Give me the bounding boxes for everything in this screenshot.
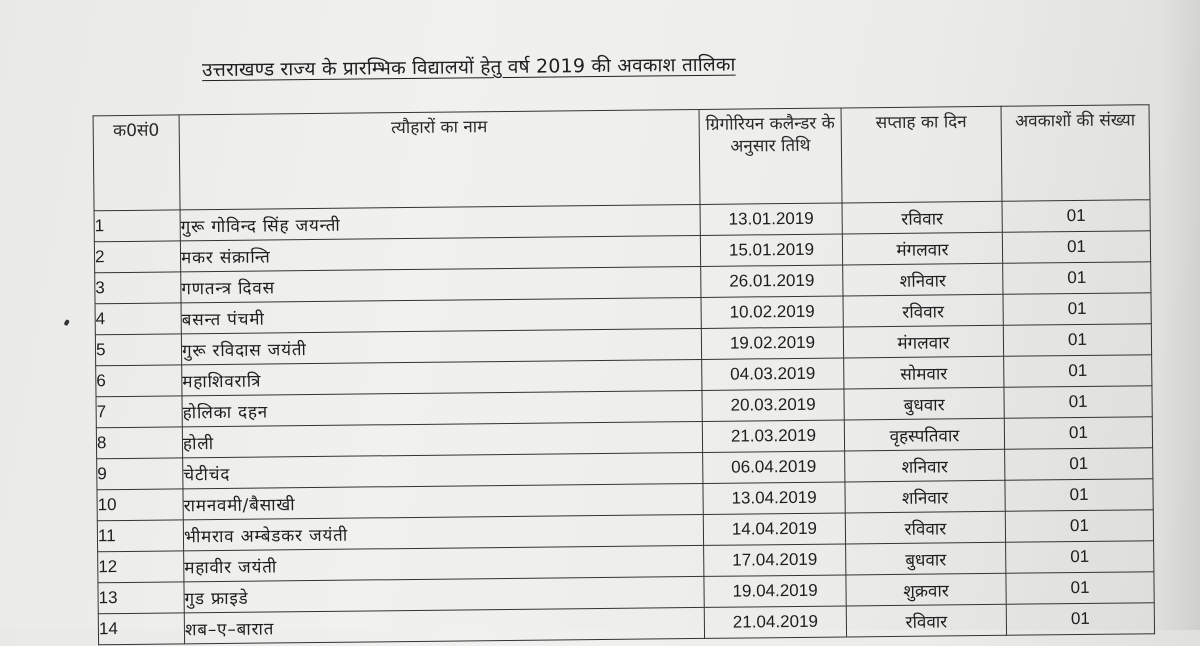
row-holiday-count: 01 [1003,262,1151,295]
row-weekday: शनिवार [845,449,1005,482]
row-serial-number: 8 [96,427,182,459]
row-date: 19.02.2019 [701,327,843,359]
row-weekday: रविवार [842,201,1002,234]
row-weekday: शनिवार [843,263,1003,296]
row-date: 13.01.2019 [700,203,842,235]
row-festival-name: मकर संक्रान्ति [180,235,700,271]
row-festival-name: महावीर जयंती [184,545,704,581]
row-serial-number: 13 [98,582,184,614]
row-holiday-count: 01 [1005,479,1153,512]
row-festival-name: गुड फ्राइडे [184,576,704,612]
row-holiday-count: 01 [1006,541,1154,574]
row-holiday-count: 01 [1002,231,1150,264]
holiday-table [93,104,1155,645]
header-weekday: सप्ताह का दिन [841,106,1002,203]
row-weekday: सोमवार [844,356,1004,389]
row-date: 19.04.2019 [704,575,846,607]
row-serial-number: 7 [96,396,182,428]
page-title: उत्तराखण्ड राज्य के प्रारम्भिक विद्यालयों हेतु वर्ष 2019 की अवकाश तालिका [201,53,736,82]
ink-mark [64,319,70,326]
row-holiday-count: 01 [1005,510,1153,543]
row-serial-number: 1 [94,210,180,242]
header-gregorian-date: ग्रिगोरियन कलैन्डर के अनुसार तिथि [699,108,842,204]
row-holiday-count: 01 [1003,324,1151,357]
row-serial-number: 9 [97,458,183,490]
row-date: 14.04.2019 [703,513,845,545]
row-festival-name: भीमराव अम्बेडकर जयंती [183,514,703,550]
row-weekday: मंगलवार [843,325,1003,358]
row-holiday-count: 01 [1006,572,1154,605]
row-serial-number: 5 [95,334,181,366]
row-serial-number: 14 [98,613,184,645]
row-festival-name: गुरू गोविन्द सिंह जयन्ती [180,204,700,240]
row-weekday: वृहस्पतिवार [844,418,1004,451]
row-serial-number: 12 [98,551,184,583]
row-weekday: मंगलवार [842,232,1002,265]
row-serial-number: 3 [95,272,181,304]
page-edge-shadow [1160,0,1200,630]
row-date: 20.03.2019 [702,389,844,421]
row-weekday: रविवार [846,604,1006,637]
row-date: 04.03.2019 [702,358,844,390]
row-weekday: रविवार [843,294,1003,327]
row-holiday-count: 01 [1003,293,1151,326]
row-serial-number: 10 [97,489,183,521]
row-weekday: बुधवार [846,542,1006,575]
row-date: 21.03.2019 [702,420,844,452]
row-weekday: रविवार [845,511,1005,544]
row-weekday: शुक्रवार [846,573,1006,606]
row-weekday: शनिवार [845,480,1005,513]
row-date: 10.02.2019 [701,296,843,328]
row-festival-name: चेटीचंद [183,452,703,488]
row-festival-name: महाशिवरात्रि [182,359,702,395]
row-date: 15.01.2019 [700,234,842,266]
row-date: 06.04.2019 [703,451,845,483]
row-date: 21.04.2019 [704,606,846,638]
row-weekday: बुधवार [844,387,1004,420]
row-date: 13.04.2019 [703,482,845,514]
row-holiday-count: 01 [1004,417,1152,450]
row-date: 17.04.2019 [704,544,846,576]
row-holiday-count: 01 [1006,603,1154,636]
row-date: 26.01.2019 [701,265,843,297]
row-festival-name: रामनवमी/बैसाखी [183,483,703,519]
header-serial-number: क0सं0 [93,115,180,211]
row-holiday-count: 01 [1005,448,1153,481]
row-serial-number: 2 [94,241,180,273]
table-header-row [93,105,1150,211]
row-holiday-count: 01 [1004,386,1152,419]
header-festival-name: त्यौहारों का नाम [179,109,700,209]
row-serial-number: 11 [97,520,183,552]
row-festival-name: गुरू रविदास जयंती [181,328,701,364]
row-festival-name: होलिका दहन [182,390,702,426]
row-serial-number: 4 [95,303,181,335]
row-holiday-count: 01 [1004,355,1152,388]
row-festival-name: बसन्त पंचमी [181,297,701,333]
header-holiday-count: अवकाशों की संख्या [1001,105,1150,202]
row-festival-name: होली [182,421,702,457]
row-festival-name: गणतन्त्र दिवस [181,266,701,302]
row-festival-name: शब–ए–बारात [184,607,704,643]
row-serial-number: 6 [96,365,182,397]
row-holiday-count: 01 [1002,200,1150,233]
